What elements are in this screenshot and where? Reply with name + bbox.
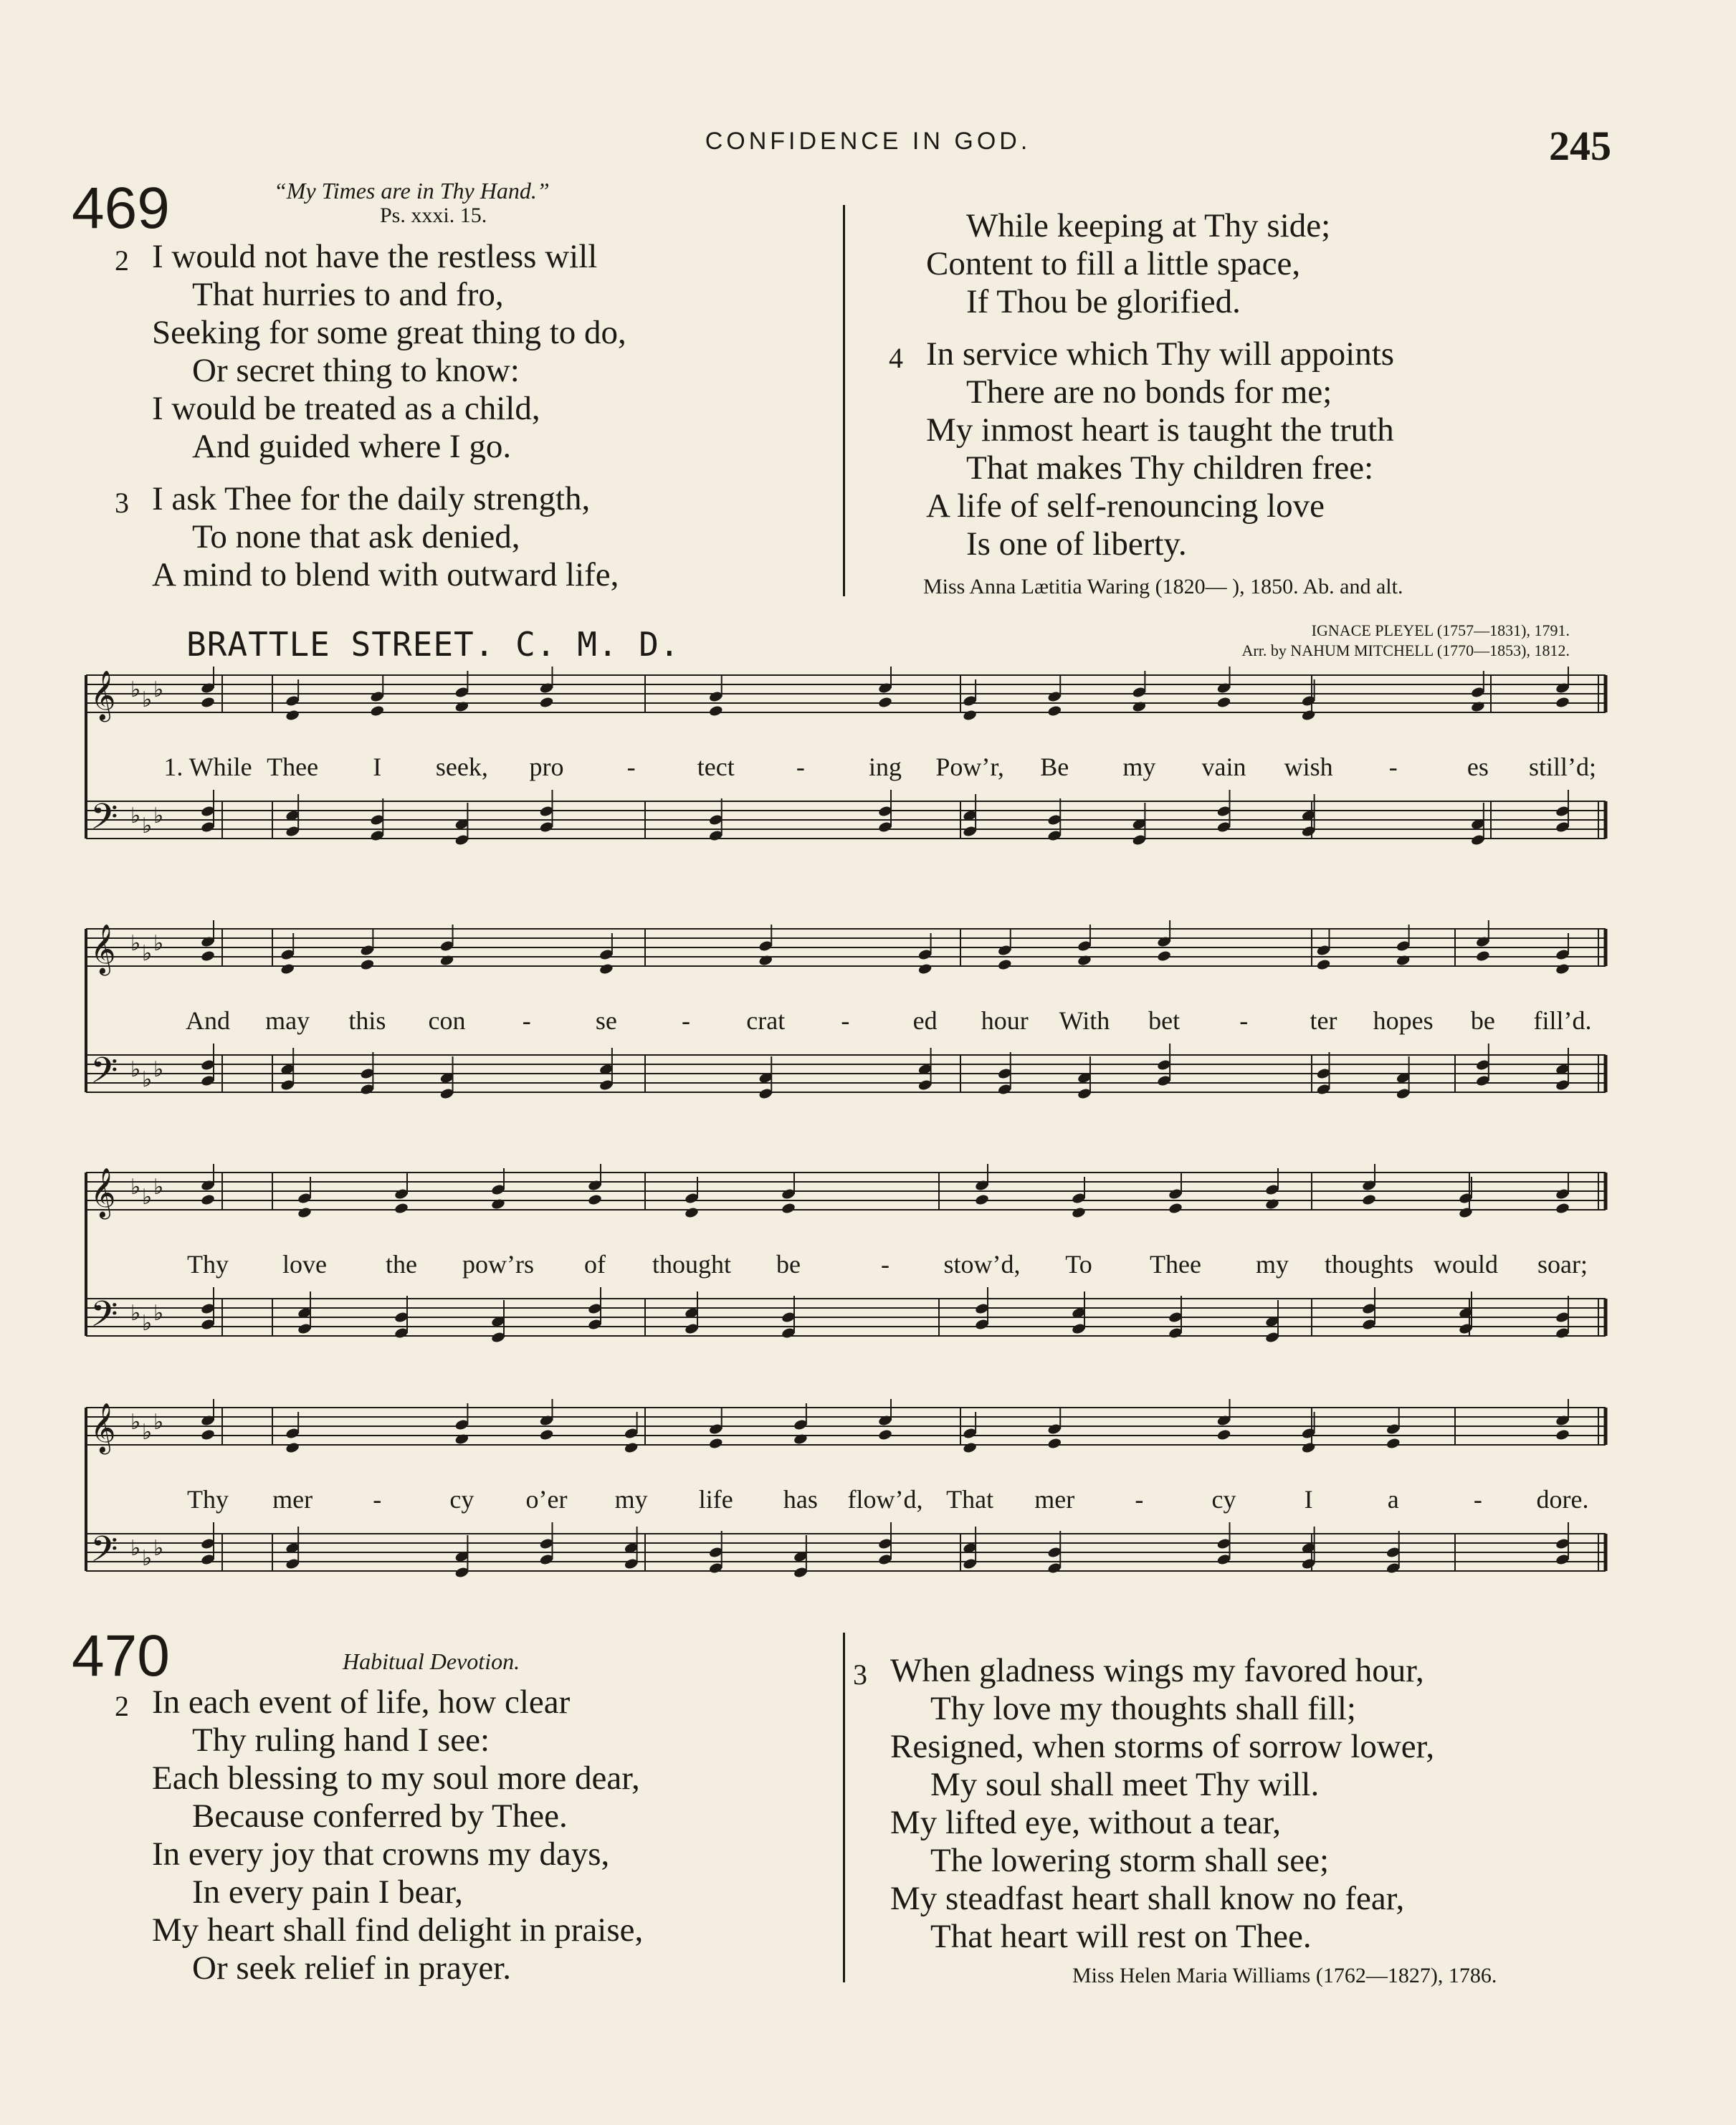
hymn-470-right-line: Resigned, when storms of sorrow lower,	[890, 1728, 1435, 1765]
note-head	[1077, 954, 1092, 966]
lyric-syllable: Pow’r,	[935, 753, 1004, 781]
lyric-syllable: crat	[746, 1006, 786, 1035]
hymn-470-left-line: In each event of life, how clear	[152, 1684, 571, 1721]
note-head	[1132, 700, 1147, 712]
treble-clef: 𝄞	[90, 924, 116, 974]
lyric-syllable: -	[1388, 753, 1398, 781]
note-head	[1168, 1202, 1183, 1214]
lyric-syllable: -	[626, 753, 636, 781]
flat-sign: ♭	[153, 803, 164, 828]
hymn-470-right-line: My soul shall meet Thy will.	[930, 1766, 1320, 1803]
flat-sign: ♭	[130, 931, 141, 956]
note-head	[877, 1428, 892, 1441]
lyric-syllable: mer	[1034, 1485, 1075, 1514]
note-head	[587, 1193, 602, 1205]
note-head	[1470, 700, 1485, 712]
hymn-469-right-verse-number: 4	[889, 342, 903, 374]
hymn-469-reference: Ps. xxxi. 15.	[380, 204, 487, 227]
hymn-470-left-line: Thy ruling hand I see:	[192, 1722, 490, 1759]
lyric-syllable: stow’d,	[943, 1250, 1021, 1279]
lyric-syllable: pow’rs	[462, 1250, 534, 1279]
note-head	[439, 954, 454, 966]
lyric-syllable: Thee	[267, 753, 319, 781]
note-head	[708, 1437, 723, 1449]
bass-clef: 𝄢	[90, 796, 118, 846]
lyric-syllable: the	[386, 1250, 417, 1279]
flat-sign: ♭	[142, 1546, 153, 1571]
lyric-syllable: bet	[1148, 1006, 1181, 1035]
lyric-syllable: con	[428, 1006, 466, 1035]
note-head	[490, 1198, 505, 1210]
tune-composer-line-2: Arr. by NAHUM MITCHELL (1770—1853), 1812.	[1241, 641, 1570, 659]
hymn-469-left-line: Or secret thing to know:	[192, 352, 520, 389]
hymn-470-left-line: In every joy that crowns my days,	[152, 1835, 610, 1873]
lyric-syllable: life	[698, 1485, 733, 1514]
lyric-syllable: I	[373, 753, 382, 781]
flat-sign: ♭	[142, 1311, 153, 1336]
lyric-syllable: my	[1255, 1250, 1289, 1279]
lyric-syllable: fill’d.	[1533, 1006, 1592, 1035]
note-head	[1396, 954, 1411, 966]
lyric-syllable: ed	[912, 1006, 938, 1035]
hymn-469-right-line: That makes Thy children free:	[966, 449, 1374, 487]
hymn-469-right-line: A life of self-renouncing love	[926, 487, 1325, 525]
hymn-469-left-line: And guided where I go.	[192, 428, 512, 465]
lyric-syllable: -	[1135, 1485, 1144, 1514]
hymn-469-right-line: While keeping at Thy side;	[966, 207, 1331, 244]
hymn-470-right-verse-number: 3	[853, 1658, 867, 1691]
flat-sign: ♭	[130, 1057, 141, 1082]
hymn-469-right-line: Is one of liberty.	[966, 525, 1187, 563]
hymn-469-right-line: There are no bonds for me;	[966, 373, 1332, 411]
flat-sign: ♭	[130, 1301, 141, 1326]
note-head	[1555, 1428, 1570, 1441]
lyric-syllable: mer	[272, 1485, 313, 1514]
note-head	[1047, 705, 1062, 717]
hymn-470-right-column	[853, 1651, 1606, 1988]
lyric-syllable: dore.	[1536, 1485, 1589, 1514]
flat-sign: ♭	[130, 677, 141, 702]
page-number: 245	[1549, 123, 1611, 169]
treble-clef: 𝄞	[90, 670, 116, 720]
lyric-syllable: wish	[1284, 753, 1333, 781]
note-head	[1301, 1441, 1316, 1453]
lyric-syllable: Be	[1040, 753, 1069, 781]
note-head	[200, 696, 215, 708]
lyric-syllable: flow’d,	[847, 1485, 923, 1514]
note-head	[200, 950, 215, 962]
lyric-syllable: es	[1466, 753, 1489, 781]
hymn-469-left-line: To none that ask denied,	[192, 518, 520, 555]
flat-sign: ♭	[142, 813, 153, 839]
lyric-syllable: ing	[868, 753, 902, 781]
hymn-470-number: 470	[72, 1623, 170, 1689]
lyric-syllable: -	[1239, 1006, 1249, 1035]
flat-sign: ♭	[142, 1067, 153, 1092]
note-head	[200, 1428, 215, 1441]
note-head	[997, 958, 1012, 970]
note-head	[1264, 1198, 1279, 1210]
note-head	[877, 696, 892, 708]
note-head	[297, 1206, 312, 1218]
flat-sign: ♭	[153, 1175, 164, 1200]
lyric-syllable: hopes	[1373, 1006, 1434, 1035]
hymn-469-left-line: That hurries to and fro,	[192, 276, 504, 313]
hymn-469-left-line: I would be treated as a child,	[152, 390, 540, 427]
note-head	[285, 1441, 300, 1453]
hymn-470-left-line: Or seek relief in prayer.	[192, 1949, 511, 1987]
lyric-syllable: pro	[529, 753, 564, 781]
flat-sign: ♭	[153, 1301, 164, 1326]
hymn-469-left-verse-number: 3	[115, 487, 129, 519]
hymn-469-right-line: In service which Thy will appoints	[926, 335, 1395, 373]
note-head	[1555, 1202, 1570, 1214]
note-head	[1555, 963, 1570, 975]
lyric-syllable: -	[796, 753, 805, 781]
note-head	[793, 1433, 808, 1445]
lyric-syllable: And	[186, 1006, 230, 1035]
treble-clef: 𝄞	[90, 1403, 116, 1453]
note-head	[539, 1428, 554, 1441]
note-head	[1157, 950, 1172, 962]
note-head	[1361, 1193, 1376, 1205]
note-head	[917, 963, 933, 975]
lyric-syllable: -	[373, 1485, 382, 1514]
bass-clef: 𝄢	[90, 1294, 118, 1344]
treble-clef: 𝄞	[90, 1167, 116, 1218]
flat-sign: ♭	[142, 1185, 153, 1210]
note-head	[624, 1441, 639, 1453]
lyric-syllable: my	[614, 1485, 648, 1514]
lyric-syllable: seek,	[435, 753, 488, 781]
flat-sign: ♭	[142, 687, 153, 712]
lyric-syllable: would	[1434, 1250, 1498, 1279]
lyric-syllable: se	[595, 1006, 617, 1035]
lyric-syllable: my	[1122, 753, 1156, 781]
lyric-syllable: -	[522, 1006, 531, 1035]
note-head	[1475, 950, 1490, 962]
hymn-469-left-line: Seeking for some great thing to do,	[152, 314, 626, 351]
note-head	[1216, 696, 1231, 708]
note-head	[539, 696, 554, 708]
hymn-469-author: Miss Anna Lætitia Waring (1820— ), 1850. Ab. and alt.	[923, 575, 1403, 598]
flat-sign: ♭	[142, 1420, 153, 1445]
hymn-470-left-line: Each blessing to my soul more dear,	[152, 1759, 640, 1797]
lyric-syllable: vain	[1201, 753, 1246, 781]
lyric-syllable: may	[265, 1006, 310, 1035]
hymn-470-right-line: My steadfast heart shall know no fear,	[890, 1880, 1405, 1917]
note-head	[360, 958, 375, 970]
lyric-syllable: thoughts	[1324, 1250, 1414, 1279]
lyric-syllable: -	[682, 1006, 691, 1035]
lyric-syllable: tect	[697, 753, 735, 781]
hymn-469-title: “My Times are in Thy Hand.”	[274, 178, 550, 204]
lyric-syllable: cy	[449, 1485, 474, 1514]
page-header: CONFIDENCE IN GOD.	[705, 128, 1031, 155]
lyric-syllable: ter	[1310, 1006, 1337, 1035]
hymn-470-title: Habitual Devotion.	[343, 1648, 520, 1674]
hymn-470-right-line: My lifted eye, without a tear,	[890, 1804, 1281, 1841]
hymn-470-left-column	[115, 1683, 831, 2020]
flat-sign: ♭	[153, 1057, 164, 1082]
flat-sign: ♭	[130, 1175, 141, 1200]
flat-sign: ♭	[130, 803, 141, 828]
hymn-469-number: 469	[72, 176, 170, 241]
lyric-syllable: a	[1387, 1485, 1399, 1514]
note-head	[200, 1193, 215, 1205]
hymn-469-left-line: I would not have the restless will	[152, 238, 598, 275]
bass-clef: 𝄢	[90, 1529, 118, 1579]
hymn-470-author: Miss Helen Maria Williams (1762—1827), 1786.	[1072, 1964, 1497, 1987]
hymn-470-right-line: When gladness wings my favored hour,	[890, 1652, 1424, 1689]
flat-sign: ♭	[153, 1410, 164, 1435]
hymn-469-right-line: Content to fill a little space,	[926, 245, 1301, 282]
lyric-syllable: has	[783, 1485, 818, 1514]
lyric-syllable: Thee	[1150, 1250, 1201, 1279]
lyric-syllable: still’d;	[1528, 753, 1597, 781]
hymn-470-left-line: Because conferred by Thee.	[192, 1797, 568, 1835]
lyric-syllable: be	[776, 1250, 801, 1279]
flat-sign: ♭	[130, 1536, 141, 1561]
note-head	[684, 1206, 699, 1218]
hymn-469-left-line: I ask Thee for the daily strength,	[152, 480, 591, 517]
hymn-469-left-line: A mind to blend with outward life,	[152, 556, 619, 593]
note-head	[394, 1202, 409, 1214]
note-head	[1047, 1437, 1062, 1449]
lyric-syllable: be	[1470, 1006, 1495, 1035]
tune-name: BRATTLE STREET. C. M. D.	[186, 625, 680, 664]
hymn-470-left-line: My heart shall find delight in praise,	[152, 1911, 644, 1949]
lyric-syllable: Thy	[187, 1485, 229, 1514]
note-head	[1458, 1206, 1473, 1218]
note-head	[708, 705, 723, 717]
hymn-469-left-verse-number: 2	[115, 244, 129, 277]
lyric-syllable: hour	[981, 1006, 1029, 1035]
lyric-syllable: -	[841, 1006, 850, 1035]
hymn-470-right-line: Thy love my thoughts shall fill;	[930, 1690, 1356, 1727]
lyric-syllable: of	[584, 1250, 606, 1279]
lyric-syllable: To	[1065, 1250, 1092, 1279]
flat-sign: ♭	[130, 1410, 141, 1435]
lyric-syllable: o’er	[525, 1485, 568, 1514]
tune-composer-line-1: IGNACE PLEYEL (1757—1831), 1791.	[1311, 621, 1570, 639]
flat-sign: ♭	[153, 931, 164, 956]
bass-clef: 𝄢	[90, 1050, 118, 1100]
lyric-syllable: thought	[652, 1250, 732, 1279]
hymn-470-left-line: In every pain I bear,	[192, 1873, 463, 1911]
lyric-syllable: That	[946, 1485, 994, 1514]
lyric-syllable: 1. While	[163, 753, 252, 781]
note-head	[454, 700, 469, 712]
note-head	[974, 1193, 989, 1205]
lyric-syllable: I	[1304, 1485, 1313, 1514]
note-head	[454, 1433, 469, 1445]
note-head	[963, 709, 978, 721]
note-head	[1386, 1437, 1401, 1449]
lyric-syllable: this	[348, 1006, 386, 1035]
lyric-syllable: Thy	[187, 1250, 229, 1279]
lyric-syllable: -	[1473, 1485, 1482, 1514]
hymn-469-right-line: If Thou be glorified.	[966, 283, 1241, 320]
note-head	[1316, 958, 1331, 970]
column-divider-470	[843, 1633, 845, 1982]
note-head	[598, 963, 614, 975]
lyric-syllable: cy	[1211, 1485, 1236, 1514]
note-head	[758, 954, 773, 966]
flat-sign: ♭	[153, 677, 164, 702]
note-head	[1216, 1428, 1231, 1441]
lyric-syllable: With	[1059, 1006, 1110, 1035]
lyric-syllable: love	[282, 1250, 327, 1279]
flat-sign: ♭	[142, 941, 153, 966]
note-head	[1071, 1206, 1086, 1218]
lyric-syllable: soar;	[1537, 1250, 1588, 1279]
note-head	[1555, 696, 1570, 708]
hymn-470-left-verse-number: 2	[115, 1690, 129, 1722]
note-head	[1301, 709, 1316, 721]
note-head	[280, 963, 295, 975]
hymn-470-right-line: That heart will rest on Thee.	[930, 1918, 1312, 1955]
note-head	[963, 1441, 978, 1453]
note-head	[285, 709, 300, 721]
note-head	[781, 1202, 796, 1214]
hymn-469-right-line: My inmost heart is taught the truth	[926, 411, 1394, 449]
hymn-470-right-line: The lowering storm shall see;	[930, 1842, 1330, 1879]
flat-sign: ♭	[153, 1536, 164, 1561]
note-head	[370, 705, 385, 717]
lyric-syllable: -	[881, 1250, 890, 1279]
